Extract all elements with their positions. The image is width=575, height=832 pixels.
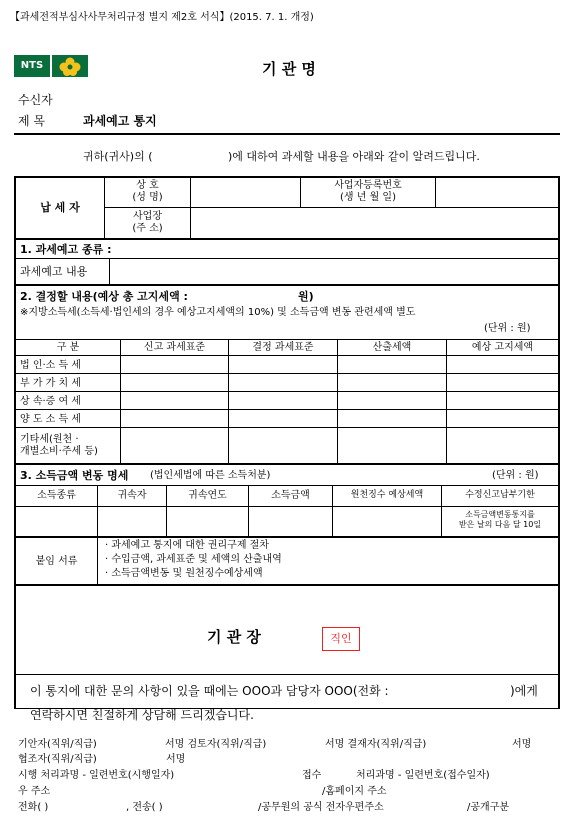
contact-line-1-end: )에게 xyxy=(510,684,538,698)
section2-note: ※지방소득세(소득세·법인세의 경우 예상고지세액의 10%) 및 소득금액 변동 관련세액 별도 xyxy=(20,307,416,318)
name-label-2: (성 명) xyxy=(132,192,163,203)
subject-title: 과세예고 통지 xyxy=(83,114,157,128)
approver-sign-label: 서명 xyxy=(512,739,532,750)
row-vat: 부 가 가 치 세 xyxy=(20,378,82,389)
col-withholding-tax: 원천징수 예상세액 xyxy=(350,490,424,500)
name-label-1: 상 호 xyxy=(136,180,159,191)
intro-suffix: )에 대하여 과세할 내용을 아래와 같이 알려드립니다. xyxy=(228,150,480,163)
row-capital-gains-tax: 양 도 소 득 세 xyxy=(20,414,82,425)
col-computed-tax: 산출세액 xyxy=(372,342,412,353)
homepage-label: /홈페이지 주소 xyxy=(322,786,387,797)
contact-line-1: 이 통지에 대한 문의 사항이 있을 때에는 OOO과 담당자 OOO(전화 : xyxy=(30,684,389,698)
col-attributed-year: 귀속연도 xyxy=(188,490,227,501)
form-reference: 【과세전적부심사사무처리규정 별지 제2호 서식】(2015. 7. 1. 개정) xyxy=(10,12,314,23)
attachments-label: 붙임 서류 xyxy=(35,556,78,567)
col-determined-base: 결정 과세표준 xyxy=(252,342,314,353)
section3-title: 3. 소득금액 변동 명세 xyxy=(20,469,129,482)
section2-title: 2. 결정할 내용(예상 총 고지세액 : xyxy=(20,290,188,303)
receipt-label: 접수 xyxy=(302,770,322,781)
agency-head-title: 기 관 장 xyxy=(207,628,261,646)
official-email-label: /공무원의 공식 전자우편주소 xyxy=(258,802,384,813)
phone-label: 전화( ) xyxy=(18,802,49,813)
contact-line-2: 연락하시면 친절하게 상담해 드리겠습니다. xyxy=(30,708,254,722)
fax-label: , 전송( ) xyxy=(126,802,163,813)
official-seal: 직인 xyxy=(322,627,360,651)
taxpayer-label: 납 세 자 xyxy=(40,201,80,214)
col-amended-filing-deadline: 수정신고납부기한 xyxy=(465,490,535,500)
attachment-item: · 수입금액, 과세표준 및 세액의 산출내역 xyxy=(105,554,282,565)
section1-title: 1. 과세예고 종류 : xyxy=(20,243,112,256)
addr-label-2: (주 소) xyxy=(132,223,163,234)
section3-unit: (단위 : 원) xyxy=(492,470,539,481)
drafter-label: 기안자(직위/직급) xyxy=(18,739,97,750)
section2-unit: (단위 : 원) xyxy=(484,323,531,334)
reviewer-label: 서명 검토자(직위/직급) xyxy=(165,739,267,750)
cooperator-sign-label: 서명 xyxy=(166,754,186,765)
attachment-item: · 소득금액변동 및 원천징수예상세액 xyxy=(105,568,263,579)
row-inheritance-gift-tax: 상 속·증 여 세 xyxy=(20,396,82,407)
intro-prefix: 귀하(귀사)의 ( xyxy=(83,150,153,163)
col-category: 구 분 xyxy=(56,342,80,353)
logo-text: NTS xyxy=(14,55,50,77)
row-corporate-income-tax: 법 인·소 득 세 xyxy=(20,360,82,371)
enforcement-label: 시행 처리과명 - 일련번호(시행일자) xyxy=(18,770,175,781)
agency-name: 기 관 명 xyxy=(262,60,316,78)
biz-no-label-1: 사업자등록번호 xyxy=(334,180,402,191)
section3-title-sub: (법인세법에 따른 소득처분) xyxy=(150,470,271,481)
tax-notice-content-label: 과세예고 내용 xyxy=(20,265,88,278)
recipient-label: 수신자 xyxy=(18,93,53,107)
deadline-note-2: 받은 날의 다음 달 10일 xyxy=(458,520,542,529)
row-other-tax-1: 기타세(원천 · xyxy=(20,434,79,445)
row-other-tax-2: 개별소비·주세 등) xyxy=(20,446,98,457)
receipt-number-label: 처리과명 - 일련번호(접수일자) xyxy=(356,770,490,781)
deadline-note-1: 소득금액변동통지를 xyxy=(465,510,535,519)
col-expected-tax: 예상 고지세액 xyxy=(471,342,534,353)
addr-label-1: 사업장 xyxy=(133,211,162,222)
col-income-type: 소득종류 xyxy=(37,490,76,501)
subject-label: 제 목 xyxy=(18,114,45,128)
disclosure-label: /공개구분 xyxy=(467,802,510,813)
col-income-amount: 소득금액 xyxy=(271,490,310,501)
address-label: 우 주소 xyxy=(18,786,51,797)
cooperator-label: 협조자(직위/직급) xyxy=(18,754,97,765)
approver-label: 서명 결재자(직위/직급) xyxy=(325,739,427,750)
col-attributed-to: 귀속자 xyxy=(117,490,147,501)
biz-no-label-2: (생 년 월 일) xyxy=(340,192,396,203)
attachment-item: · 과세예고 통지에 대한 권리구제 절차 xyxy=(105,540,269,551)
section2-title-end: 원) xyxy=(298,290,314,303)
col-reported-base: 신고 과세표준 xyxy=(143,342,206,353)
